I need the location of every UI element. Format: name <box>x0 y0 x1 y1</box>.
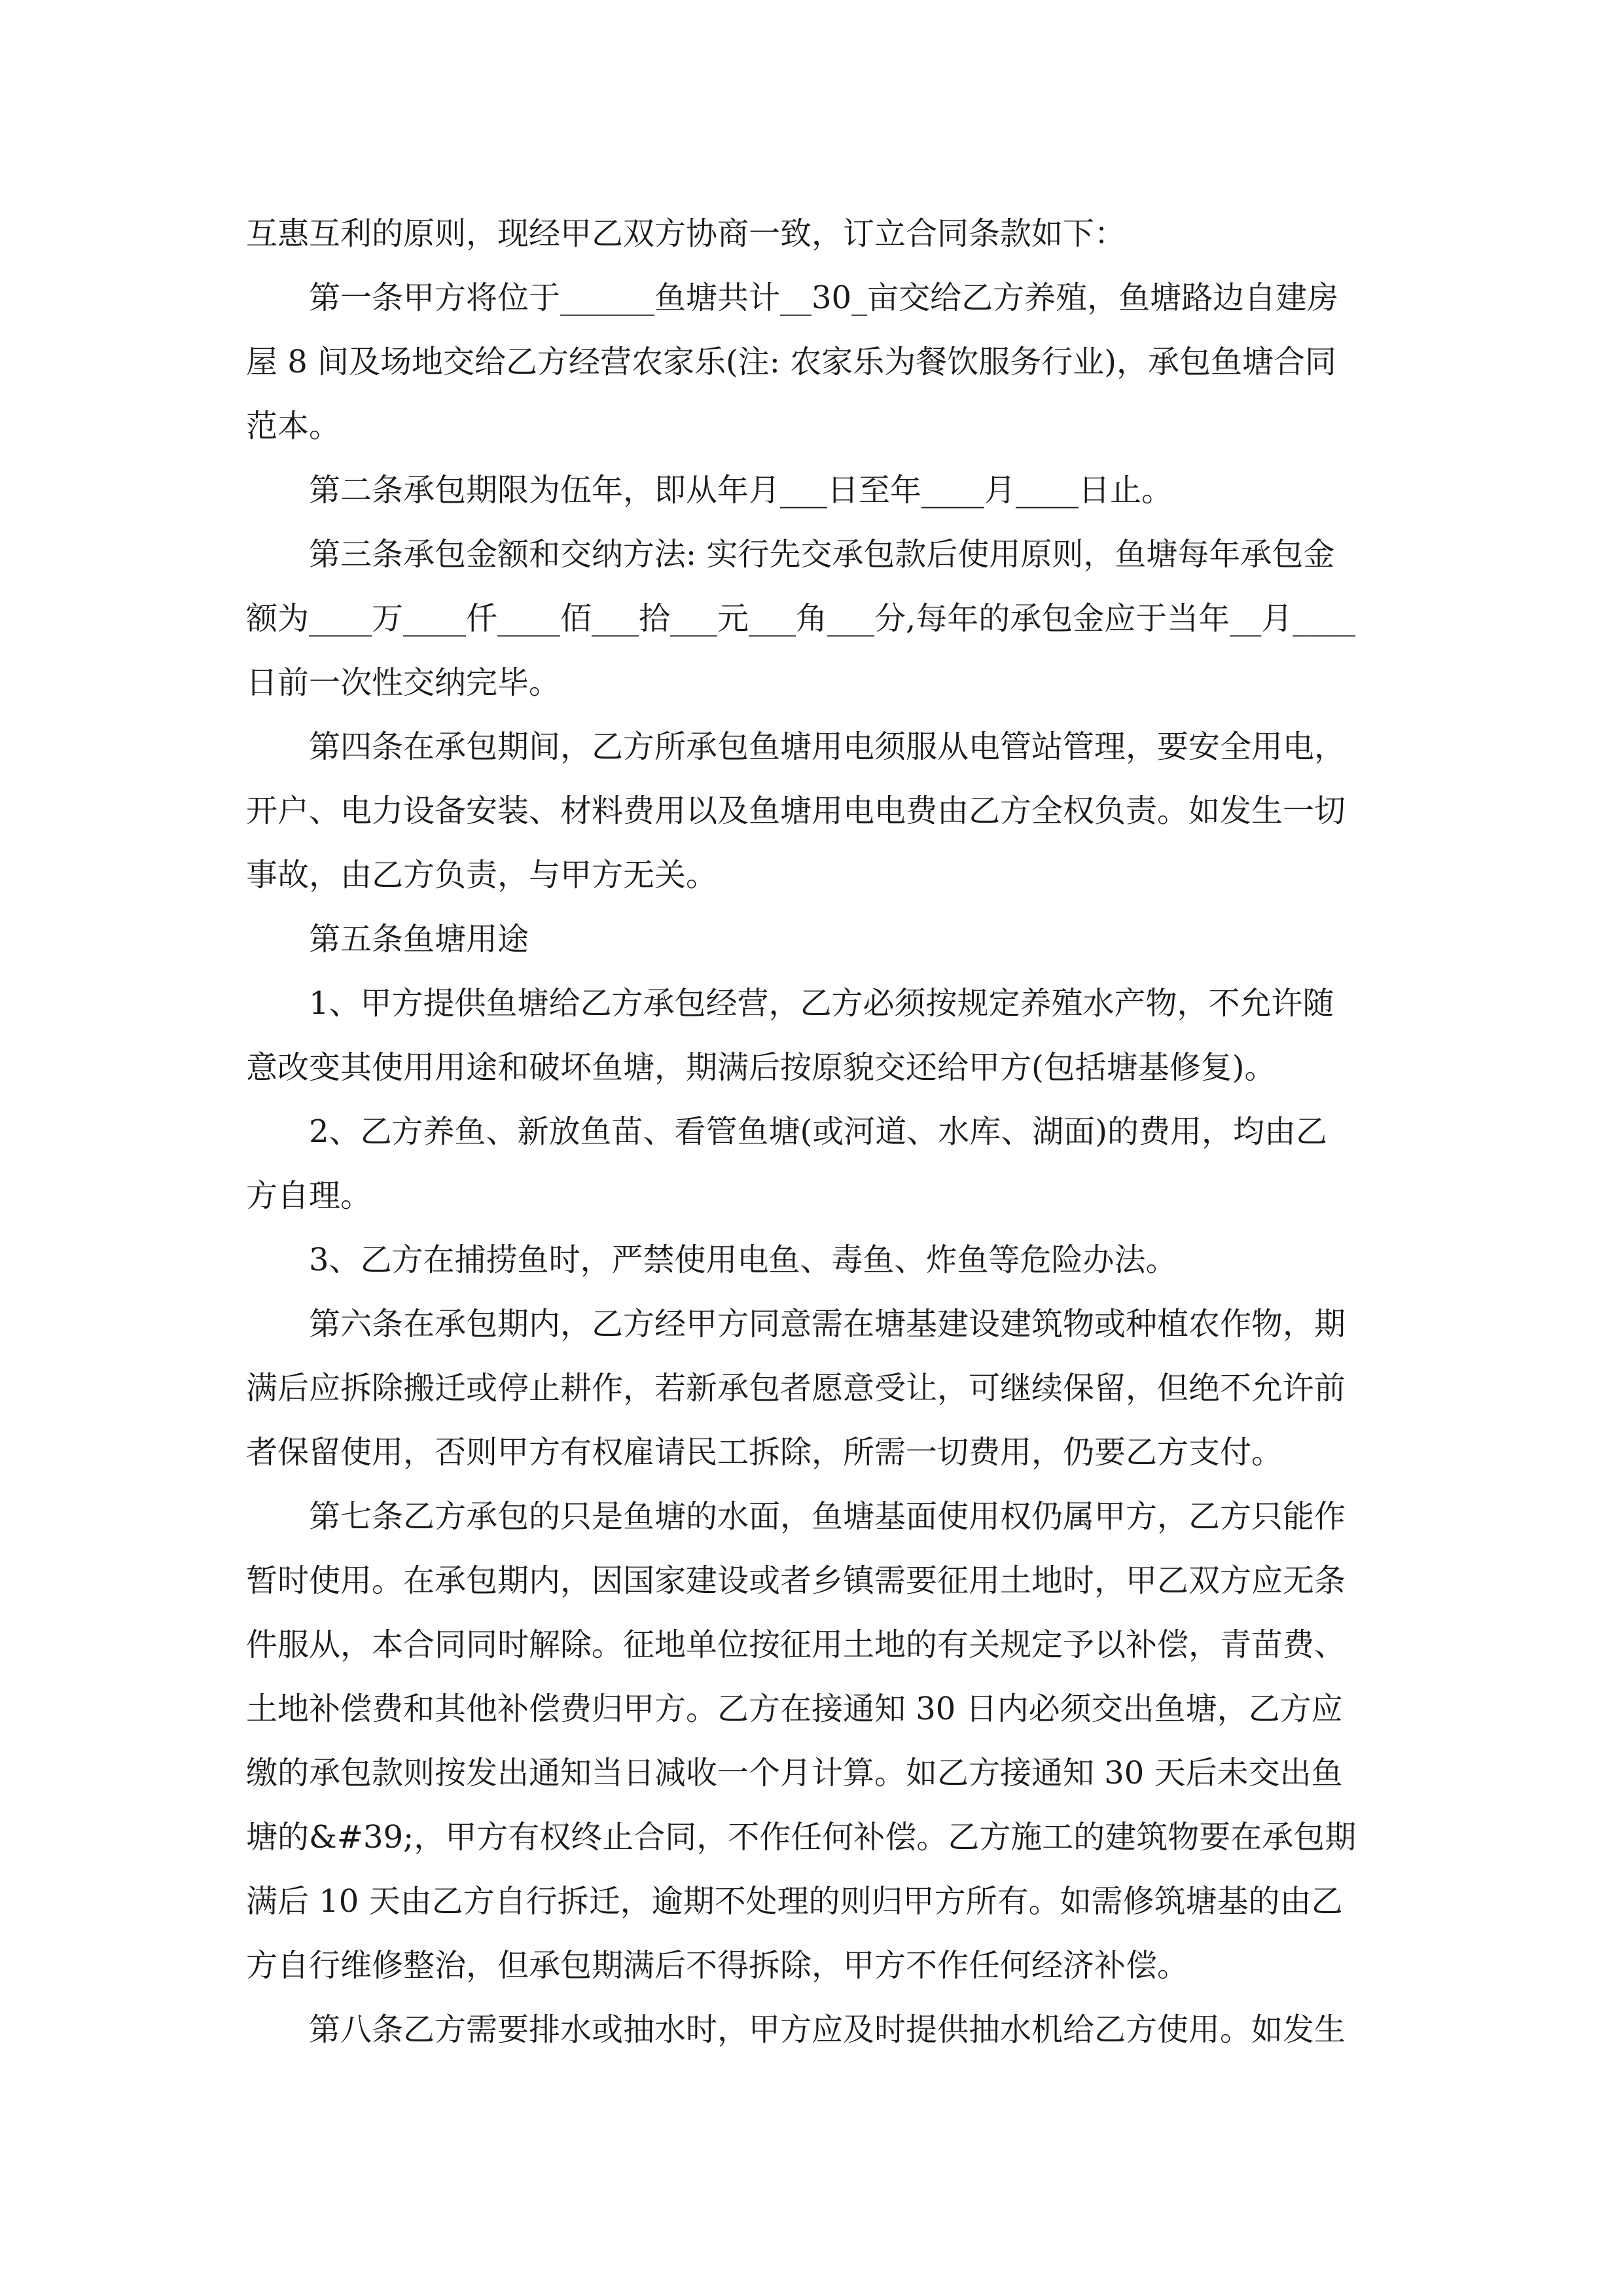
text-line: 第六条在承包期内，乙方经甲方同意需在塘基建设建筑物或种植农作物，期 <box>309 1306 1346 1342</box>
text-line: 额为____万____仟____佰___拾___元___角___分,每年的承包金应于当年__月____ <box>246 600 1356 637</box>
text-line: 互惠互利的原则，现经甲乙双方协商一致，订立合同条款如下： <box>246 215 1126 252</box>
contract-body <box>246 202 1385 2062</box>
text-line: 满后 10 天由乙方自行拆迁，逾期不处理的则归甲方所有。如需修筑塘基的由乙 <box>246 1883 1343 1920</box>
text-line: 第一条甲方将位于______鱼塘共计__30_亩交给乙方养殖，鱼塘路边自建房 <box>309 279 1339 316</box>
text-line: 满后应拆除搬迁或停止耕作，若新承包者愿意受让，可继续保留，但绝不允许前 <box>246 1370 1346 1407</box>
text-line: 事故，由乙方负责，与甲方无关。 <box>246 857 718 893</box>
text-line: 塘的&#39;，甲方有权终止合同，不作任何补偿。乙方施工的建筑物要在承包期 <box>246 1819 1357 1856</box>
text-line: 方自行维修整治，但承包期满后不得拆除，甲方不作任何经济补偿。 <box>246 1947 1189 1984</box>
text-line: 范本。 <box>246 408 341 444</box>
text-line: 第四条在承包期间，乙方所承包鱼塘用电须服从电管站管理，要安全用电， <box>309 728 1346 765</box>
text-line: 1、甲方提供鱼塘给乙方承包经营，乙方必须按规定养殖水产物，不允许随 <box>309 985 1334 1022</box>
text-line: 第三条承包金额和交纳方法: 实行先交承包款后使用原则，鱼塘每年承包金 <box>309 536 1335 573</box>
text-line: 屋 8 间及场地交给乙方经营农家乐(注: 农家乐为餐饮服务行业)，承包鱼塘合同 <box>246 344 1336 380</box>
text-line: 日前一次性交纳完毕。 <box>246 664 561 701</box>
text-line: 3、乙方在捕捞鱼时，严禁使用电鱼、毒鱼、炸鱼等危险办法。 <box>309 1242 1177 1278</box>
text-line: 2、乙方养鱼、新放鱼苗、看管鱼塘(或河道、水库、湖面)的费用，均由乙 <box>309 1113 1327 1150</box>
text-line: 第八条乙方需要排水或抽水时，甲方应及时提供抽水机给乙方使用。如发生 <box>309 2011 1346 2048</box>
text-line: 者保留使用，否则甲方有权雇请民工拆除，所需一切费用，仍要乙方支付。 <box>246 1434 1283 1471</box>
text-line: 第二条承包期限为伍年，即从年月___日至年____月____日止。 <box>309 472 1173 509</box>
text-line: 意改变其使用用途和破坏鱼塘，期满后按原貌交还给甲方(包括塘基修复)。 <box>246 1049 1276 1086</box>
text-line: 土地补偿费和其他补偿费归甲方。乙方在接通知 30 日内必须交出鱼塘，乙方应 <box>246 1691 1343 1727</box>
text-line: 暂时使用。在承包期内，因国家建设或者乡镇需要征用土地时，甲乙双方应无条 <box>246 1562 1346 1599</box>
text-line: 第七条乙方承包的只是鱼塘的水面，鱼塘基面使用权仍属甲方，乙方只能作 <box>309 1498 1346 1535</box>
text-line: 方自理。 <box>246 1177 372 1214</box>
text-line: 第五条鱼塘用途 <box>309 921 529 958</box>
text-line: 件服从，本合同同时解除。征地单位按征用土地的有关规定予以补偿，青苗费、 <box>246 1626 1346 1663</box>
text-line: 开户、电力设备安装、材料费用以及鱼塘用电电费由乙方全权负责。如发生一切 <box>246 793 1346 829</box>
text-line: 缴的承包款则按发出通知当日减收一个月计算。如乙方接通知 30 天后未交出鱼 <box>246 1755 1343 1791</box>
